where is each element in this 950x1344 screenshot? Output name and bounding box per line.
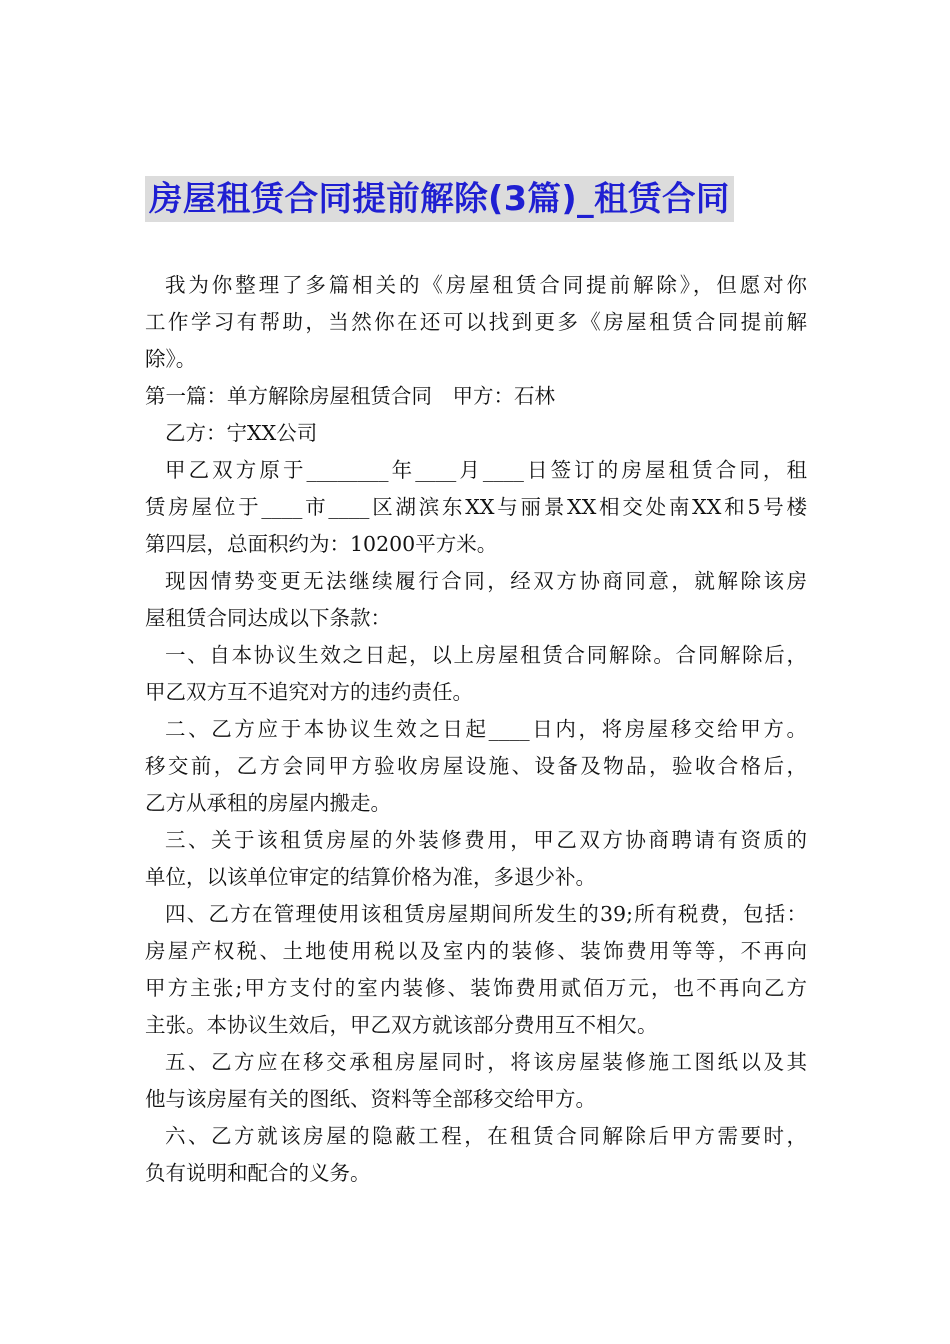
paragraph-line: 赁房屋位于____市____区湖滨东XX与丽景XX相交处南XX和5号楼 xyxy=(145,495,807,519)
clause-line: 三、关于该租赁房屋的外装修费用，甲乙双方协商聘请有资质的 xyxy=(165,828,807,852)
clause-line: 五、乙方应在移交承租房屋同时，将该房屋装修施工图纸以及其 xyxy=(165,1050,807,1074)
paragraph-line: 乙方：宁XX公司 xyxy=(165,421,318,445)
clause-line: 他与该房屋有关的图纸、资料等全部移交给甲方。 xyxy=(145,1087,596,1111)
clause-line: 移交前，乙方会同甲方验收房屋设施、设备及物品，验收合格后， xyxy=(145,754,807,778)
clause-line: 负有说明和配合的义务。 xyxy=(145,1161,371,1185)
clause-line: 一、自本协议生效之日起，以上房屋租赁合同解除。合同解除后， xyxy=(165,643,807,667)
clause-line: 乙方从承租的房屋内搬走。 xyxy=(145,791,391,815)
paragraph-line: 甲乙双方原于________年____月____日签订的房屋租赁合同，租 xyxy=(165,458,807,482)
paragraph-line: 除》。 xyxy=(145,347,197,371)
document-title: 房屋租赁合同提前解除(3篇)_租赁合同 xyxy=(145,176,734,222)
section-heading: 第一篇：单方解除房屋租赁合同 甲方：石林 xyxy=(145,384,555,408)
clause-line: 主张。本协议生效后，甲乙双方就该部分费用互不相欠。 xyxy=(145,1013,658,1037)
paragraph-line: 屋租赁合同达成以下条款： xyxy=(145,606,391,630)
document-body xyxy=(145,267,807,1192)
clause-line: 甲乙双方互不追究对方的违约责任。 xyxy=(145,680,473,704)
clause-line: 单位，以该单位审定的结算价格为准，多退少补。 xyxy=(145,865,596,889)
clause-line: 甲方主张;甲方支付的室内装修、装饰费用贰佰万元，也不再向乙方 xyxy=(145,976,807,1000)
clause-line: 六、乙方就该房屋的隐蔽工程，在租赁合同解除后甲方需要时， xyxy=(165,1124,807,1148)
paragraph-line: 我为你整理了多篇相关的《房屋租赁合同提前解除》，但愿对你 xyxy=(165,273,807,297)
clause-line: 房屋产权税、土地使用税以及室内的装修、装饰费用等等，不再向 xyxy=(145,939,807,963)
paragraph-line: 工作学习有帮助，当然你在还可以找到更多《房屋租赁合同提前解 xyxy=(145,310,807,334)
paragraph-line: 现因情势变更无法继续履行合同，经双方协商同意，就解除该房 xyxy=(165,569,807,593)
clause-line: 二、乙方应于本协议生效之日起____日内，将房屋移交给甲方。 xyxy=(165,717,807,741)
paragraph-line: 第四层，总面积约为：10200平方米。 xyxy=(145,532,498,556)
clause-line: 四、乙方在管理使用该租赁房屋期间所发生的39;所有税费，包括： xyxy=(165,902,807,926)
